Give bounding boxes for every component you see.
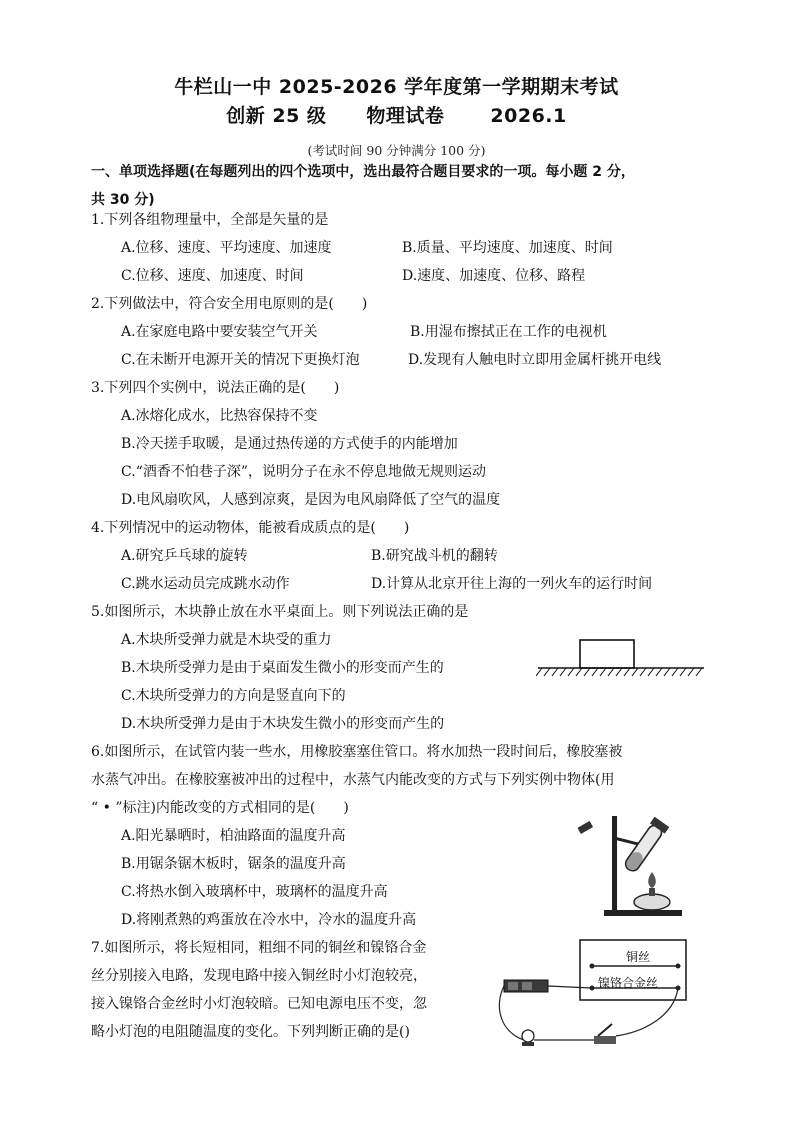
q4-option-c: C.跳水运动员完成跳水动作 bbox=[121, 576, 290, 592]
q7-stem-line3: 接入镍铬合金丝时小灯泡较暗。已知电源电压不变，忽 bbox=[91, 996, 427, 1012]
exam-date: 2026.1 bbox=[490, 105, 567, 127]
q5-stem: 5.如图所示，木块静止放在水平桌面上。则下列说法正确的是 bbox=[91, 604, 469, 620]
q3-option-a: A.冰熔化成水，比热容保持不变 bbox=[121, 408, 318, 424]
clamp-arm bbox=[614, 838, 638, 844]
q2-stem: 2.下列做法中，符合安全用电原则的是( ) bbox=[91, 296, 368, 312]
q7-stem-line4: 略小灯泡的电阻随温度的变化。下列判断正确的是() bbox=[91, 1024, 410, 1040]
wooden-block bbox=[580, 640, 634, 668]
stand-rod bbox=[612, 816, 617, 912]
q5-option-c: C.木块所受弹力的方向是竖直向下的 bbox=[121, 688, 346, 704]
q3-stem: 3.下列四个实例中，说法正确的是( ) bbox=[91, 380, 340, 396]
q5-option-a: A.木块所受弹力就是木块受的重力 bbox=[121, 632, 332, 648]
q1-stem: 1.下列各组物理量中，全部是矢量的是 bbox=[91, 212, 329, 228]
q2-option-a: A.在家庭电路中要安装空气开关 bbox=[121, 324, 318, 340]
table-hatching bbox=[536, 668, 702, 676]
q6-test-tube-heating-figure bbox=[568, 814, 688, 920]
q1-option-a: A.位移、速度、平均速度、加速度 bbox=[121, 240, 332, 256]
q6-stem-line2: 水蒸气冲出。在橡胶塞被冲出的过程中，水蒸气内能改变的方式与下列实例中物体(用 bbox=[91, 772, 615, 788]
q6-stem-line3: “ • ”标注)内能改变的方式相同的是( ) bbox=[91, 800, 349, 816]
subject-label: 物理试卷 bbox=[366, 105, 445, 127]
q5-option-d: D.木块所受弹力是由于木块发生微小的形变而产生的 bbox=[121, 716, 445, 732]
q1-option-c: C.位移、速度、加速度、时间 bbox=[121, 268, 304, 284]
q4-option-d: D.计算从北京开往上海的一列火车的运行时间 bbox=[371, 576, 653, 592]
q7-circuit-figure bbox=[494, 936, 694, 1056]
q4-stem: 4.下列情况中的运动物体，能被看成质点的是( ) bbox=[91, 520, 410, 536]
q6-option-c: C.将热水倒入玻璃杯中，玻璃杯的温度升高 bbox=[121, 884, 388, 900]
q6-option-b: B.用锯条锯木板时，锯条的温度升高 bbox=[121, 856, 346, 872]
q3-option-b: B.冷天搓手取暖，是通过热传递的方式使手的内能增加 bbox=[121, 436, 458, 452]
exam-subtitle: (考试时间 90 分钟满分 100 分) bbox=[307, 143, 486, 158]
alcohol-lamp bbox=[634, 894, 670, 910]
q5-option-b: B.木块所受弹力是由于桌面发生微小的形变而产生的 bbox=[121, 660, 444, 676]
test-tube bbox=[621, 817, 669, 875]
section1-heading-line1: 一、单项选择题(在每题列出的四个选项中，选出最符合题目要求的一项。每小题 2 分， bbox=[91, 164, 635, 180]
copper-wire-label: 铜丝 bbox=[626, 950, 651, 964]
q3-option-d: D.电风扇吹风，人感到凉爽，是因为电风扇降低了空气的温度 bbox=[121, 492, 501, 508]
q1-option-b: B.质量、平均速度、加速度、时间 bbox=[402, 240, 613, 256]
exam-title-line1: 牛栏山一中 2025-2026 学年度第一学期期末考试 bbox=[174, 76, 619, 98]
q6-stem-line1: 6.如图所示，在试管内装一些水，用橡胶塞塞住管口。将水加热一段时间后，橡胶塞被 bbox=[91, 744, 623, 760]
nichrome-wire-label: 镍铬合金丝 bbox=[598, 976, 659, 990]
q6-option-a: A.阳光暴晒时，柏油路面的温度升高 bbox=[121, 828, 346, 844]
q2-option-d: D.发现有人触电时立即用金属杆挑开电线 bbox=[408, 352, 662, 368]
q4-option-a: A.研究乒乓球的旋转 bbox=[121, 548, 248, 564]
q1-option-d: D.速度、加速度、位移、路程 bbox=[402, 268, 586, 284]
q4-option-b: B.研究战斗机的翻转 bbox=[371, 548, 498, 564]
q3-option-c: C.“酒香不怕巷子深”，说明分子在永不停息地做无规则运动 bbox=[121, 464, 486, 480]
q7-stem-line1: 7.如图所示，将长短相同，粗细不同的铜丝和镍铬合金 bbox=[91, 940, 427, 956]
q2-option-c: C.在未断开电源开关的情况下更换灯泡 bbox=[121, 352, 360, 368]
light-bulb-icon bbox=[522, 1030, 534, 1042]
q6-option-d: D.将刚煮熟的鸡蛋放在冷水中，冷水的温度升高 bbox=[121, 912, 417, 928]
q2-option-b: B.用湿布擦拭正在工作的电视机 bbox=[410, 324, 607, 340]
grade-label: 创新 25 级 bbox=[226, 105, 327, 127]
section1-heading-line2: 共 30 分) bbox=[91, 192, 155, 208]
q7-stem-line2: 丝分别接入电路，发现电路中接入铜丝时小灯泡较亮， bbox=[91, 968, 427, 984]
ejected-stopper bbox=[577, 821, 593, 834]
flame bbox=[648, 872, 656, 888]
exam-title-line2 bbox=[0, 101, 793, 128]
switch bbox=[594, 1036, 616, 1044]
q5-block-on-table-figure bbox=[536, 636, 708, 686]
